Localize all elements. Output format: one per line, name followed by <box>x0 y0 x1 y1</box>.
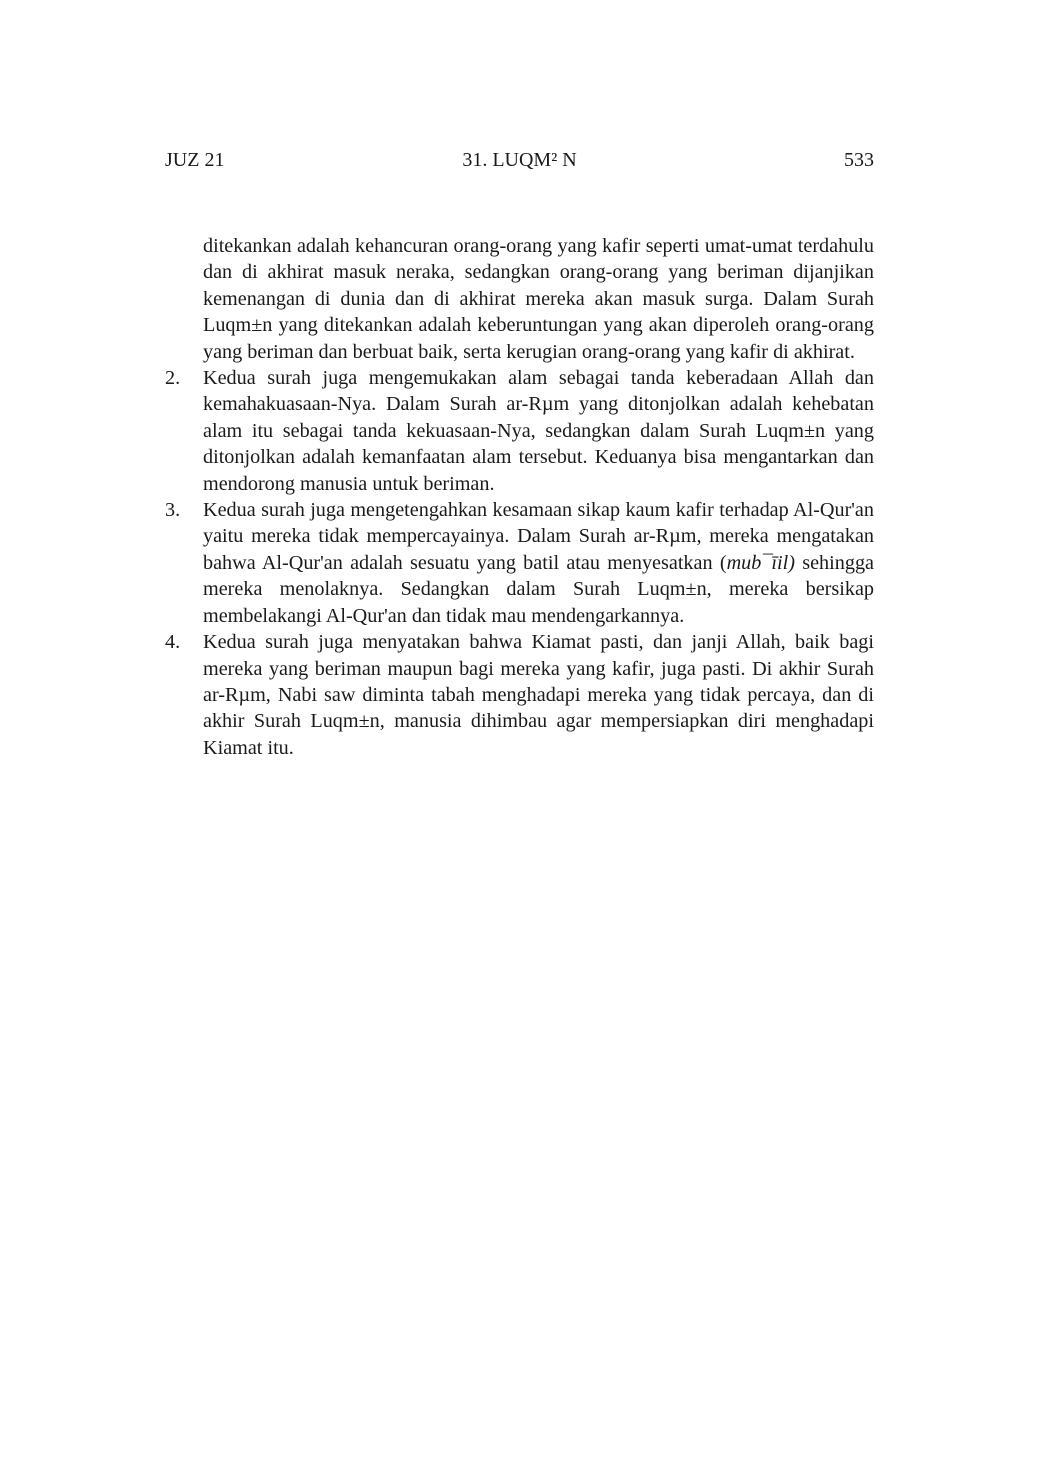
list-item-text: Kedua surah juga mengemukakan alam sebagai tanda keberadaan Allah dan kemahakuasaan-Nya. Dalam Surah ar-Rµm yang ditonjolkan adalah kehebatan alam itu sebagai tanda kekuasaan-Nya, sedangkan dalam Surah Luqm±n yang ditonjolkan adalah kemanfaatan alam tersebut. Keduanya bisa mengantarkan dan mendorong manusia untuk beriman. <box>203 367 874 495</box>
page-number: 533 <box>844 149 874 171</box>
list-item-text-before: Kedua surah juga mengetengahkan kesamaan sikap kaum kafir terhadap Al-Qur'an yaitu mereka tidak mempercayainya. Dalam Surah ar-Rµm, mereka mengatakan bahwa Al-Qur'an adalah sesuatu yang batil atau menyesatkan ( <box>203 499 874 574</box>
list-item-text-after: sehingga mereka menolaknya. Sedangkan dalam Surah Luqm±n, mereka bersikap membelakangi Al-Qur'an dan tidak mau mendengarkannya. <box>203 551 874 627</box>
list-item <box>165 497 874 629</box>
list-item-text <box>203 497 874 629</box>
list-item-text: Kedua surah juga menyatakan bahwa Kiamat pasti, dan janji Allah, baik bagi mereka yang beriman maupun bagi mereka yang kafir, juga pasti. Di akhir Surah ar-Rµm, Nabi saw diminta tabah menghadapi mereka yang tidak percaya, dan di akhir Surah Luqm±n, manusia dihimbau agar mempersiapkan diri menghadapi Kiamat itu. <box>203 631 874 759</box>
list-item-number: 4. <box>165 631 181 654</box>
header-surah-title: 31. LUQM² N <box>462 149 577 171</box>
continuation-paragraph: ditekankan adalah kehancuran orang-orang yang kafir seperti umat-umat terdahulu dan di akhirat masuk neraka, sedangkan orang-orang yang beriman dijanjikan kemenangan di dunia dan di akhirat mereka akan masuk surga. Dalam Surah Luqm±n yang ditekankan adalah keberuntungan yang akan diperoleh orang-orang yang beriman dan berbuat baik, serta kerugian orang-orang yang kafir di akhirat. <box>203 235 874 363</box>
header-juz: JUZ 21 <box>165 149 225 171</box>
list-item <box>165 629 874 761</box>
running-header <box>165 146 874 174</box>
list-item <box>165 365 874 497</box>
list-item-number: 3. <box>165 499 181 522</box>
body-text <box>165 233 874 761</box>
italic-term: mub¯īil) <box>726 551 795 574</box>
list-item-number: 2. <box>165 367 181 390</box>
